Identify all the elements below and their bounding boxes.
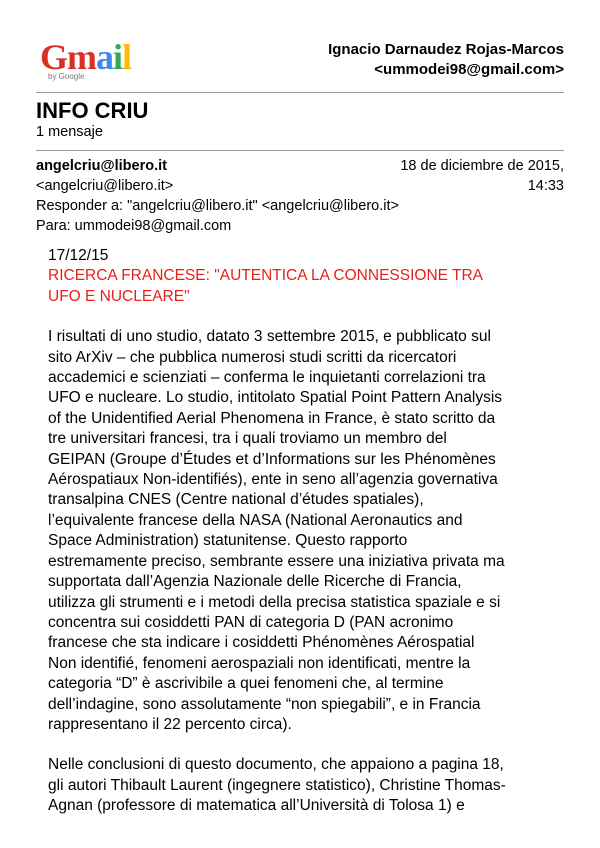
owner-email: <ummodei98@gmail.com> [374,61,564,78]
paragraph-1 [48,327,564,735]
headline-line-1: RICERCA FRANCESE: "AUTENTICA LA CONNESSIONE TRA [48,267,483,285]
body-line: tre universitari francesi, tra i quali troviamo un membro del [48,430,447,448]
body-line: l’equivalente francese della NASA (National Aeronautics and [48,511,463,529]
body-line: of the Unidentified Aerial Phenomena in France, è stato scritto da [48,409,496,427]
body-line: categoria “D” è ascrivibile a quei fenomeni che, al termine [48,675,444,693]
body-line: UFO e nucleare. Lo studio, intitolato Spatial Point Pattern Analysis [48,389,503,407]
thread-title: INFO CRIU [36,98,149,123]
logo-subtitle: by Google [48,72,85,81]
body-line: transalpina CNES (Centre national d’études spatiales), [48,491,424,509]
gmail-logo-text: Gmail [40,37,132,77]
body-line: supportata dall’Agenzia Nazionale delle Ricerche di Francia, [48,573,462,591]
account-owner [328,40,564,80]
body-line: GEIPAN (Groupe d’Études et d’Informations sur les Phénomènes [48,450,496,468]
body-line: rappresentano il 22 percento circa). [48,715,292,733]
headline-line-2: UFO E NUCLEARE" [48,287,190,305]
body-line: utilizza gli strumenti e i metodi della precisa statistica spaziale e si [48,593,501,611]
body-line: Space Administration) statunitense. Questo rapporto [48,532,408,550]
sender-email: <angelcriu@libero.it> [36,178,174,194]
date-line-2: 14:33 [527,178,564,194]
gmail-logo [40,36,150,82]
body-line: gli autori Thibault Laurent (ingegnere statistico), Christine Thomas- [48,776,506,794]
article-date: 17/12/15 [48,247,109,264]
owner-name: Ignacio Darnaudez Rojas-Marcos [328,41,564,58]
message-date [400,156,564,196]
body-line: Non identifié, fenomeni aerospaziali non identificati, mentre la [48,654,471,672]
body-line: estremamente preciso, sembrante essere una iniziativa privata ma [48,552,505,570]
sender-name: angelcriu@libero.it [36,158,167,174]
message-count: 1 mensaje [36,124,103,140]
header-divider [36,92,564,93]
body-line: Agnan (professore di matematica all’Università di Tolosa 1) e [48,797,465,815]
paragraph-2 [48,755,564,816]
body-line: concentra sui cosiddetti PAN di categoria D (PAN acronimo [48,613,454,631]
body-line: dell’indagine, sono assolutamente “non spiegabili”, e in Francia [48,695,481,713]
reply-to: Responder a: "angelcriu@libero.it" <angelcriu@libero.it> [36,198,399,214]
thread-divider [36,150,564,151]
date-line-1: 18 de diciembre de 2015, [400,158,564,174]
body-line: I risultati di uno studio, datato 3 settembre 2015, e pubblicato sul [48,328,491,346]
body-line: francese che sta indicare i cosiddetti Phénomènes Aérospatial [48,634,475,652]
recipient: Para: ummodei98@gmail.com [36,218,232,234]
body-line: accademici e scienziati – conferma le inquietanti correlazioni tra [48,369,486,387]
body-line: sito ArXiv – che pubblica numerosi studi scritti da ricercatori [48,348,457,366]
body-line: Aérospatiaux Non-identifiés), ente in seno all’agenzia governativa [48,471,498,489]
message-body [48,246,564,817]
body-line: Nelle conclusioni di questo documento, che appaiono a pagina 18, [48,756,504,774]
